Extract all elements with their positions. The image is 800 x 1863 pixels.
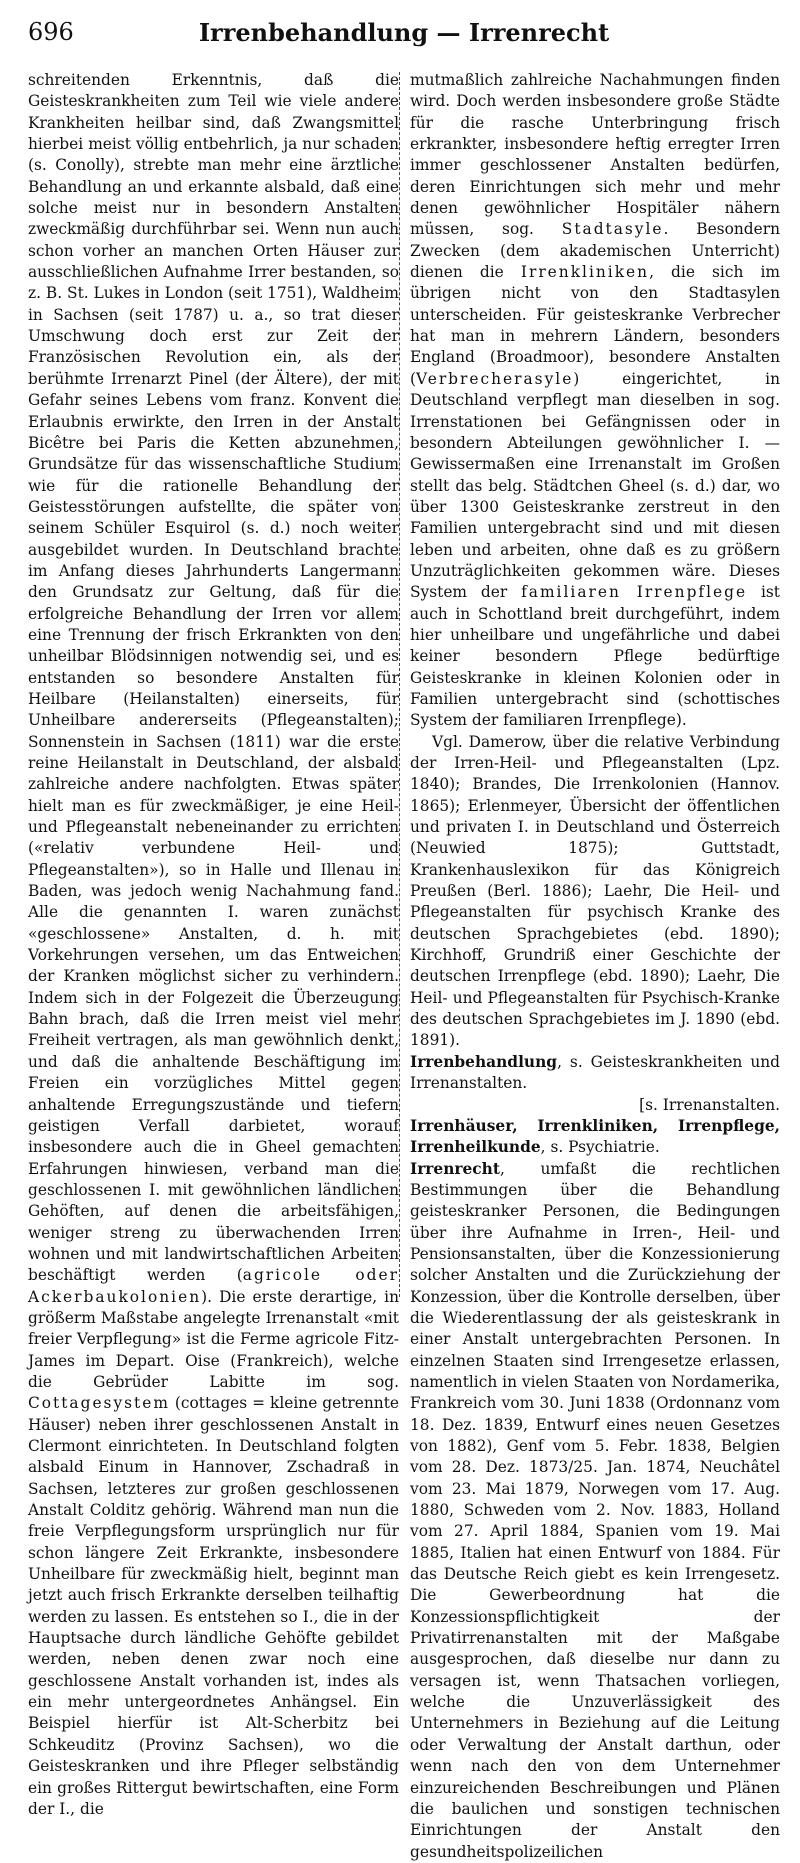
entry-irrenhaeuser xyxy=(410,1116,780,1159)
emphasized-term: familiaren Irrenpflege xyxy=(521,583,748,602)
text-run: ) eingerichtet, in Deutschland verpflegt man dieselben in sog. Irrenstationen bei Gefängnissen oder in besondern Abteilungen gewöhnlicher I. — Gewissermaßen eine Irrenanstalt im Großen stellt das belg. Städtchen Gheel (s. d.) dar, wo über 1300 Geisteskranke zerstreut in den Familien untergebracht sind und mit diesen leben und arbeiten, ohne daß es zu größern Unzuträglichkeiten gekommen wäre. Dieses System der xyxy=(410,369,780,602)
entry-text: , s. Geisteskrankheiten und Irrenanstalten. xyxy=(410,1052,780,1093)
text-run: mutmaßlich zahlreiche Nachahmungen finden wird. Doch werden insbesondere große Städte für die rasche Unterbringung frisch erkrankter, insbesondere heftig erregter Irren immer geschlossener Anstalten bedürfen, deren Einrichtungen sich mehr und mehr denen gewöhnlicher Hospitäler nähern müssen, sog. xyxy=(410,71,780,239)
text-run: ist auch in Schottland breit durchgeführt, indem hier unheilbare und ungefährliche und dabei keiner besondern Pflege bedürftige Geisteskranke in kleinen Kolonien oder in Familien untergebracht sind ( xyxy=(410,583,780,708)
left-column xyxy=(28,70,399,1820)
emphasized-term: agricole oder Ackerbaukolonien xyxy=(28,1266,399,1306)
page-header xyxy=(28,14,780,56)
emphasized-term: Stadtasyle xyxy=(561,220,664,239)
running-title: Irrenbehandlung — Irrenrecht xyxy=(198,18,610,47)
emphasized-term: Irrenkliniken xyxy=(520,263,650,282)
entry-text: , umfaßt die rechtlichen Bestimmungen über die Behandlung geisteskranker Personen, die Bedingungen über ihre Aufnahme in Irren-, Heil- und Pensionsanstalten, über die Konzessionierung solcher Anstalten und die Zurückziehung der Konzession, über die Kontrolle derselben, über die Wiederentlassung der als geisteskrank in einer Anstalt untergebrachten Personen. In einzelnen Staaten sind Irrengesetze erlassen, namentlich in vielen Staaten von Nordamerika, Frankreich vom 30. Juni 1838 (Ordonnanz vom 18. Dez. 1839, Entwurf eines neuen Gesetzes von 1882), Genf vom 5. Febr. 1838, Belgien vom 28. Dez. 1873/25. Jan. 1874, Neuchâtel vom 23. Mai 1879, Norwegen vom 17. Aug. 1880, Schweden vom 2. Nov. 1883, Holland vom 27. April 1884, Spanien vom 19. Mai 1885, Italien hat einen Entwurf von 1884. Für das Deutsche Reich giebt es kein Irrengesetz. Die Gewerbeordnung hat die Konzessionspflichtigkeit der Privatirrenanstalten mit der Maßgabe ausgesprochen, daß dieselbe nur dann zu versagen ist, wenn Thatsachen vorliegen, welche die Unzuverlässigkeit des Unternehmers in Beziehung auf die Leitung oder Verwaltung der Anstalt darthun, oder wenn nach den von dem Unternehmer einzureichenden Beschreibungen und Plänen die baulichen und sonstigen technischen Einrichtungen der Anstalt den gesundheitspolizeilichen xyxy=(410,1159,780,1861)
text-run: , die sich im übrigen nicht von den Stadtasylen unterscheiden. Für geisteskranke Verbrecher hat man in mehrern Ländern, besonders England (Broadmoor), besondere Anstalten ( xyxy=(410,263,780,388)
entry-lemma: Irrenrecht xyxy=(410,1159,500,1178)
entry-irrenbehandlung xyxy=(410,1052,780,1116)
text-run: (cottages = kleine getrennte Häuser) neben ihrer geschlossenen Anstalt in Clermont einrichteten. In Deutschland folgten alsbald Einum in Hannover, Zschadraß in Sachsen, letzteres zur großen geschlossenen Anstalt Colditz gehörig. Während man nun die freie Verpflegungsform ursprünglich nur für schon längere Zeit Erkrankte, insbesondere Unheilbare für zweckmäßig hielt, beginnt man jetzt auch frisch Erkrankte derselben teilhaftig werden zu lassen. Es entstehen so I., die in der Hauptsache durch ländliche Gehöfte gebildet werden, neben denen zwar noch eine geschlossene Anstalt vorhanden ist, indes als ein mehr untergeordnetes Anhängsel. Ein Beispiel hierfür ist Alt-Scherbitz bei Schkeuditz (Provinz Sachsen), wo die Geisteskranken und ihre Pfleger selbständig ein großes Rittergut bewirtschaften, eine Form der I., die xyxy=(28,1394,399,1818)
left-paragraph xyxy=(28,70,399,1820)
entry-lemma: Irrenbehandlung xyxy=(410,1052,558,1071)
emphasized-term: Verbrecherasyle xyxy=(416,369,574,388)
entry-text: , s. Psychiatrie. xyxy=(540,1138,660,1157)
page-number: 696 xyxy=(28,18,74,46)
emphasized-term: schottisches System der familiaren Irrenpflege xyxy=(410,689,780,730)
text-run: ). xyxy=(675,711,687,730)
text-run: schreitenden Erkenntnis, daß die Geisteskrankheiten zum Teil wie viele andere Krankheiten heilbar sind, daß Zwangsmittel hierbei meist völlig entbehrlich, ja nur schaden (s. Conolly), strebte man mehr eine ärztliche Behandlung an und erkannte alsbald, daß eine solche meist nur in besondern Anstalten zweckmäßig durchführbar sei. Wenn nun auch schon vorher an manchen Orten Häuser zur ausschließlichen Aufnahme Irrer bestanden, so z. B. St. Lukes in London (seit 1751), Waldheim in Sachsen (seit 1787) u. a., so trat dieser Umschwung doch erst zur Zeit der Französischen Revolution ein, als der berühmte Irrenarzt Pinel (der Ältere), der mit Gefahr seines Lebens vom franz. Konvent die Erlaubnis erwirkte, den Irren in der Anstalt Bicêtre bei Paris die Ketten abzunehmen, Grundsätze für das wissenschaftliche Studium wie für die rationelle Behandlung der Geistesstörungen aufstellte, die später von seinem Schüler Esquirol (s. d.) noch weiter ausgebildet wurden. In Deutschland brachte im Anfang dieses Jahrhunderts Langermann den Grundsatz zur Geltung, daß für die erfolgreiche Behandlung der Irren vor allem eine Trennung der frisch Erkrankten von den unheilbar Blödsinnigen notwendig sei, und es entstanden so besondere Anstalten für Heilbare (Heilanstalten) einerseits, für Unheilbare andererseits (Pflegeanstalten); Sonnenstein in Sachsen (1811) war die erste reine Heilanstalt in Deutschland, der alsbald zahlreiche andere nachfolgten. Etwas später hielt man es für zweckmäßiger, je eine Heil- und Pflegeanstalt nebeneinander zu errichten («relativ verbundene Heil- und Pflegeanstalten»), so in Halle und Illenau in Baden, was jedoch wenig Nachahmung fand. Alle die genannten I. waren zunächst «geschlossene» Anstalten, d. h. mit Vorkehrungen versehen, um das Entweichen der Kranken möglichst sicher zu verhindern. Indem sich in der Folgezeit die Überzeugung Bahn brach, daß die Irren meist viel mehr Freiheit vertragen, als man gewöhnlich denkt, und daß die anhaltende Beschäftigung im Freien ein vorzügliches Mittel gegen anhaltende Erregungszustände und tiefern geistigen Verfall darbietet, worauf insbesondere auch die in Gheel gemachten Erfahrungen hinwiesen, verband man die geschlossenen I. mit gewöhnlichen ländlichen Gehöften, auf denen die arbeitsfähigen, weniger streng zu überwachenden Irren wohnen und mit landwirtschaftlichen Arbeiten beschäftigt werden ( xyxy=(28,71,399,1285)
entry-lemma: Irrenhäuser, Irrenkliniken, Irrenpflege, Irrenheilkunde xyxy=(410,1116,780,1157)
entry-irrenrecht xyxy=(410,1159,780,1863)
column-divider xyxy=(399,72,401,1297)
text-run: ). Die erste derartige, in größerm Maßstabe angelegte Irrenanstalt «mit freier Verpflegung» ist die Ferme agricole Fitz-James im Depart. Oise (Frankreich), welche die Gebrüder Labitte im sog. xyxy=(28,1287,399,1391)
text-run: . Besondern Zwecken (dem akademischen Unterricht) dienen die xyxy=(410,220,780,282)
right-column xyxy=(410,70,780,1863)
emphasized-term: Cottagesystem xyxy=(28,1394,170,1413)
cross-reference: [s. Irrenanstalten. xyxy=(639,1095,780,1114)
bibliography-paragraph: Vgl. Damerow, über die relative Verbindung der Irren-Heil- und Pflegeanstalten (Lpz. 1840); Brandes, Die Irrenkolonien (Hannov. 1865); Erlenmeyer, Übersicht der öffentlichen und privaten I. in Deutschland und Österreich (Neuwied 1875); Guttstadt, Krankenhauslexikon für das Königreich Preußen (Berl. 1886); Laehr, Die Heil- und Pflegeanstalten für psychisch Kranke des deutschen Sprachgebietes (ebd. 1890); Kirchhoff, Grundriß einer Geschichte der deutschen Irrenpflege (ebd. 1890); Laehr, Die Heil- und Pflegeanstalten für Psychisch-Kranke des deutschen Sprachgebietes im J. 1890 (ebd. 1891). xyxy=(410,732,780,1050)
right-paragraph xyxy=(410,70,780,732)
